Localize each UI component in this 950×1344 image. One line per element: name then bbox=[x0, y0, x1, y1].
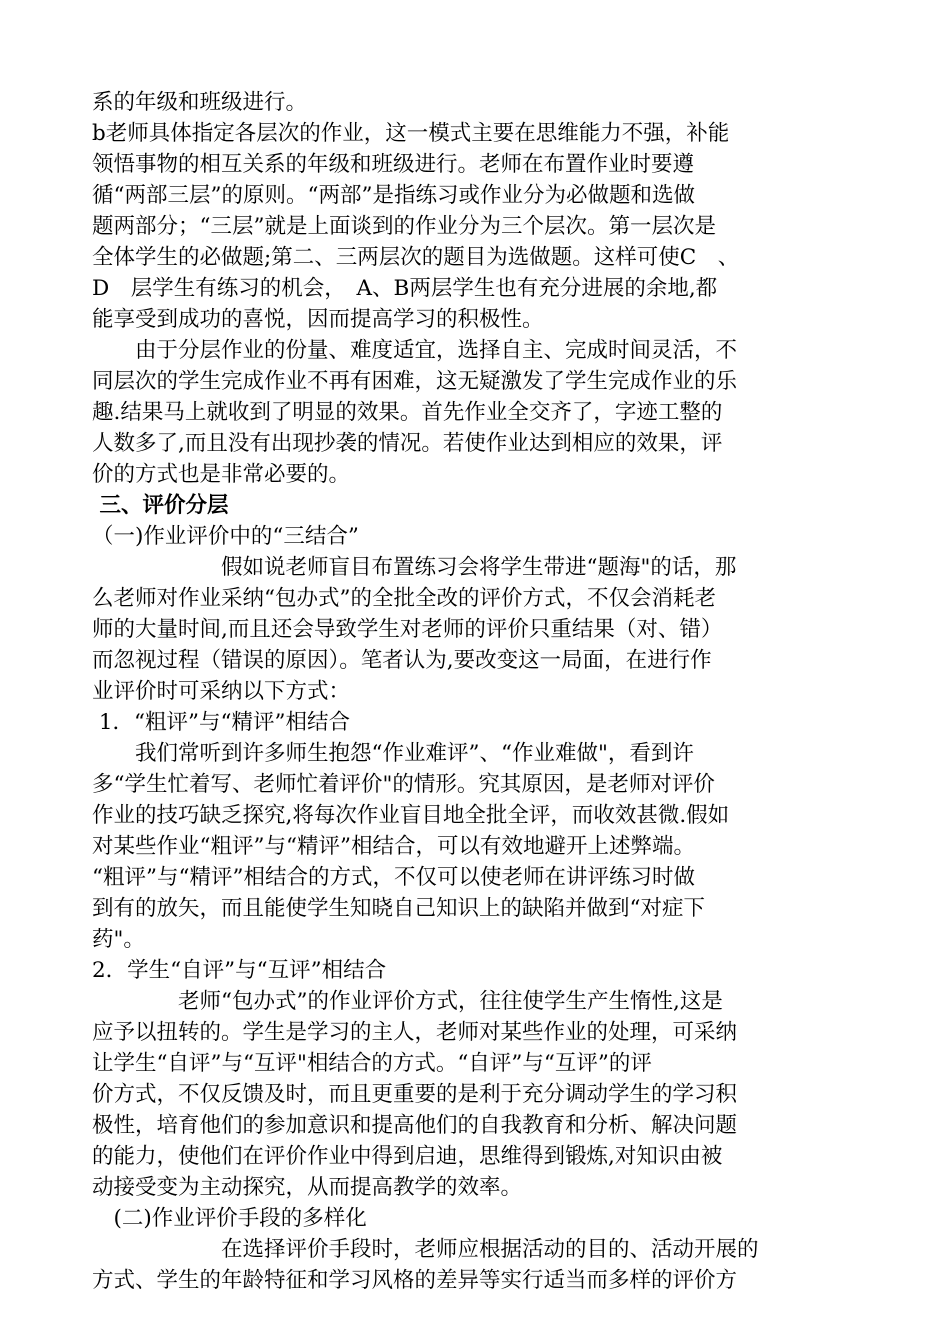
text-line: D 层学生有练习的机会， A、B两层学生也有充分进展的余地,都 bbox=[92, 276, 718, 301]
text-line: 能享受到成功的喜悦，因而提高学习的积极性。 bbox=[92, 307, 544, 332]
subsection-heading: (二)作业评价手段的多样化 bbox=[92, 1206, 367, 1231]
text-line: 趣.结果马上就收到了明显的效果。首先作业全交齐了，字迹工整的 bbox=[92, 400, 723, 425]
text-line: 多“学生忙着写、老师忙着评价"的情形。究其原因，是老师对评价 bbox=[92, 772, 715, 797]
text-line: 让学生“自评”与“互评"相结合的方式。“自评”与“互评”的评 bbox=[92, 1051, 652, 1076]
text-line: 应予以扭转的。学生是学习的主人，老师对某些作业的处理，可采纳 bbox=[92, 1020, 738, 1045]
text-line: 极性，培育他们的参加意识和提高他们的自我教育和分析、解决问题 bbox=[92, 1113, 738, 1138]
subsection-heading: （一)作业评价中的“三结合” bbox=[92, 524, 359, 549]
text-line: 题两部分；“三层”就是上面谈到的作业分为三个层次。第一层次是 bbox=[92, 214, 716, 239]
text-line: “粗评”与“精评”相结合的方式，不仅可以使老师在讲评练习时做 bbox=[92, 865, 695, 890]
text-line: 系的年级和班级进行。 bbox=[92, 90, 308, 115]
text-line: 价方式，不仅反馈及时，而且更重要的是利于充分调动学生的学习积 bbox=[92, 1082, 738, 1107]
item-heading: 1．“粗评”与“精评”相结合 bbox=[92, 710, 350, 735]
item-heading: 2．学生“自评”与“互评”相结合 bbox=[92, 958, 387, 983]
text-line: 到有的放矢，而且能使学生知晓自己知识上的缺陷并做到“对症下 bbox=[92, 896, 705, 921]
text-line: 我们常听到许多师生抱怨“作业难评”、“作业难做"，看到许 bbox=[92, 741, 694, 766]
section-heading: 三、评价分层 bbox=[92, 493, 229, 518]
text-line: 老师“包办式”的作业评价方式，往往使学生产生惰性,这是 bbox=[92, 989, 723, 1014]
text-line: 在选择评价手段时，老师应根据活动的目的、活动开展的 bbox=[92, 1237, 759, 1262]
text-line: 假如说老师盲目布置练习会将学生带进“题海"的话，那 bbox=[92, 555, 737, 580]
text-line: 动接受变为主动探究，从而提高教学的效率。 bbox=[92, 1175, 523, 1200]
text-line: 人数多了,而且没有出现抄袭的情况。若使作业达到相应的效果，评 bbox=[92, 431, 723, 456]
text-line: 方式、学生的年龄特征和学习风格的差异等实行适当而多样的评价方 bbox=[92, 1268, 738, 1293]
text-line: 业评价时可采纳以下方式： bbox=[92, 679, 351, 704]
text-line: 师的大量时间,而且还会导致学生对老师的评价只重结果（对、错） bbox=[92, 617, 723, 642]
text-line: 领悟事物的相互关系的年级和班级进行。老师在布置作业时要遵 bbox=[92, 152, 695, 177]
text-line: 而忽视过程（错误的原因）。笔者认为,要改变这一局面，在进行作 bbox=[92, 648, 712, 673]
text-line: 由于分层作业的份量、难度适宜，选择自主、完成时间灵活，不 bbox=[92, 338, 738, 363]
text-line: 对某些作业“粗评”与“精评”相结合，可以有效地避开上述弊端。 bbox=[92, 834, 695, 859]
text-line: 作业的技巧缺乏探究,将每次作业盲目地全批全评，而收效甚微.假如 bbox=[92, 803, 730, 828]
text-line: 循“两部三层”的原则。“两部”是指练习或作业分为必做题和选做 bbox=[92, 183, 695, 208]
text-line: 药"。 bbox=[92, 927, 145, 952]
text-line: 价的方式也是非常必要的。 bbox=[92, 462, 351, 487]
text-line: 么老师对作业采纳“包办式”的全批全改的评价方式，不仅会消耗老 bbox=[92, 586, 716, 611]
text-line: 同层次的学生完成作业不再有困难，这无疑激发了学生完成作业的乐 bbox=[92, 369, 738, 394]
text-line: 的能力，使他们在评价作业中得到启迪，思维得到锻炼,对知识由被 bbox=[92, 1144, 723, 1169]
text-line: b老师具体指定各层次的作业，这一模式主要在思维能力不强，补能 bbox=[92, 121, 730, 146]
text-line: 全体学生的必做题;第二、三两层次的题目为选做题。这样可使C 、 bbox=[92, 245, 740, 270]
